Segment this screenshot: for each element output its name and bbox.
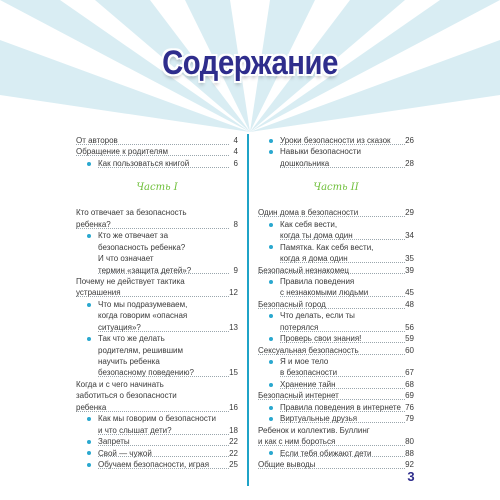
toc-entry-page: 76 (405, 402, 414, 412)
toc-entry[interactable] (76, 230, 238, 241)
toc-entry[interactable] (258, 310, 414, 321)
toc-entry-title: Памятка. Как себя вести, (280, 242, 374, 252)
toc-entry[interactable] (76, 459, 238, 470)
toc-entry-page: 69 (405, 391, 414, 401)
toc-entry[interactable] (76, 425, 238, 436)
toc-entry-page: 79 (405, 414, 414, 424)
toc-entry-title: заботиться о безопасности (76, 391, 177, 401)
toc-entry[interactable] (76, 219, 238, 230)
toc-entry[interactable] (76, 276, 238, 287)
toc-entry-title: Свой — чужой (98, 448, 152, 458)
toc-entry[interactable] (76, 310, 238, 321)
toc-entry-title: ребенка? (76, 219, 111, 229)
toc-entry-title: Сексуальная безопасность (258, 345, 359, 355)
bullet-icon (269, 383, 273, 387)
toc-entry-title: с незнакомыми людьми (280, 288, 369, 298)
toc-entry-page: 4 (233, 136, 238, 145)
toc-entry-title: термин «защита детей»? (98, 265, 192, 275)
toc-entry-page: 92 (405, 459, 414, 469)
bullet-icon (269, 406, 273, 410)
toc-entry-page: 13 (229, 322, 238, 332)
toc-entry-title: Общие выводы (258, 459, 316, 469)
toc-entry[interactable] (76, 146, 238, 157)
toc-entry-title: научить ребенка (98, 357, 160, 366)
toc-entry[interactable] (76, 135, 238, 146)
toc-entry-page: 60 (405, 345, 414, 355)
toc-entry-title: ребенка (76, 402, 107, 412)
bullet-icon (269, 360, 273, 364)
toc-entry-title: От авторов (76, 136, 118, 145)
toc-entry-title: Что мы подразумеваем, (98, 299, 188, 309)
toc-entry[interactable] (76, 158, 238, 169)
toc-entry-title: Один дома в безопасности (258, 208, 359, 218)
toc-entry[interactable] (258, 459, 414, 470)
toc-entry-title: Что делать, если ты (280, 311, 355, 321)
toc-entry-page: 59 (405, 334, 414, 344)
toc-entry-page: 88 (405, 448, 414, 458)
toc-entry-title: Безопасный интернет (258, 391, 339, 401)
toc-entry[interactable] (76, 356, 238, 367)
toc-entry-page: 34 (405, 231, 414, 241)
toc-entry-page: 18 (229, 425, 238, 435)
toc-entry-page: 39 (405, 265, 414, 275)
toc-entry-page: 9 (233, 265, 238, 275)
toc-entry-title: безопасность ребенка? (98, 242, 186, 252)
page-number: 3 (407, 469, 415, 484)
toc-entry-title: Навыки безопасности (280, 147, 361, 157)
toc-entry-title: ситуация»? (98, 322, 141, 332)
toc-entry[interactable] (76, 413, 238, 424)
toc-entry[interactable] (258, 242, 414, 253)
toc-entry-title: когда ты дома один (280, 231, 353, 241)
toc-entry-title: Правила поведения в интернете (280, 402, 401, 412)
bullet-icon (87, 463, 91, 467)
toc-entry-page: 4 (233, 147, 238, 157)
toc-entry[interactable] (76, 379, 238, 390)
toc-entry-page: 29 (405, 208, 414, 218)
toc-entry-title: Ребенок и коллектив. Буллинг (258, 425, 370, 435)
bullet-icon (269, 314, 273, 318)
toc-entry-title: в безопасности (280, 368, 338, 378)
toc-entry-title: Как пользоваться книгой (98, 158, 190, 168)
toc-entry-title: Как себя вести, (280, 219, 338, 229)
bullet-icon (269, 337, 273, 341)
toc-entry-title: дошкольника (280, 158, 330, 168)
toc-entry-page: 56 (405, 322, 414, 332)
toc-entry[interactable] (258, 402, 414, 413)
toc-entry[interactable] (76, 242, 238, 253)
toc-entry[interactable] (258, 135, 414, 146)
toc-entry[interactable] (76, 207, 238, 218)
toc-entry[interactable] (258, 425, 414, 436)
toc-entry-page: 12 (229, 288, 238, 298)
toc-entry-title: Хранение тайн (280, 379, 336, 389)
bullet-icon (269, 223, 273, 227)
toc-entry-title: Безопасный незнакомец (258, 265, 349, 275)
toc-entry[interactable] (258, 345, 414, 356)
toc-entry[interactable] (76, 390, 238, 401)
bullet-icon (87, 451, 91, 455)
toc-entry-title: Почему не действует тактика (76, 276, 185, 286)
toc-entry[interactable] (76, 333, 238, 344)
toc-entry[interactable] (76, 322, 238, 333)
part-heading: Часть II (313, 182, 359, 194)
toc-entry-title: Как мы говорим о безопасности (98, 414, 216, 424)
toc-entry-title: Когда и с чего начинать (76, 379, 164, 389)
toc-entry-page: 15 (229, 368, 238, 378)
toc-entry[interactable] (258, 436, 414, 447)
toc-entry-title: устрашения (76, 288, 121, 298)
toc-entry-page: 16 (229, 402, 238, 412)
toc-entry-title: когда говорим «опасная (98, 311, 188, 321)
bullet-icon (87, 303, 91, 307)
toc-entry-title: Уроки безопасности из сказок (280, 136, 391, 145)
toc-entry[interactable] (258, 287, 414, 298)
toc-entry[interactable] (258, 333, 414, 344)
bullet-icon (87, 162, 91, 166)
bullet-icon (87, 234, 91, 238)
toc-entry[interactable] (258, 230, 414, 241)
toc-entry-title: Безопасный город (258, 299, 326, 309)
toc-entry-title: И что означает (98, 254, 154, 264)
toc-entry[interactable] (258, 265, 414, 276)
toc-entry-title: Я и мое тело (280, 357, 329, 366)
toc-entry-title: Так что же делать (98, 334, 165, 344)
toc-entry-page: 8 (233, 219, 238, 229)
toc-entry-title: и как с ним бороться (258, 437, 336, 447)
toc-entry-page: 25 (229, 459, 238, 469)
part-heading: Часть I (136, 182, 178, 194)
toc-entry[interactable] (258, 379, 414, 390)
column-divider (247, 134, 249, 486)
toc-entry[interactable] (76, 367, 238, 378)
toc-entry-title: Если тебя обижают дети (280, 448, 372, 458)
bullet-icon (87, 440, 91, 444)
toc-entry[interactable] (258, 413, 414, 424)
bullet-icon (87, 417, 91, 421)
toc-entry[interactable] (258, 276, 414, 287)
toc-entry-page: 22 (229, 448, 238, 458)
toc-entry[interactable] (258, 448, 414, 459)
bullet-icon (269, 417, 273, 421)
toc-entry-title: потерялся (280, 322, 319, 332)
toc-entry[interactable] (258, 299, 414, 310)
toc-entry[interactable] (76, 448, 238, 459)
toc-entry[interactable] (76, 299, 238, 310)
toc-entry-title: Виртуальные друзья (280, 414, 358, 424)
toc-entry-title: Проверь свои знания! (280, 334, 362, 344)
toc-entry-page: 45 (405, 288, 414, 298)
bullet-icon (269, 245, 273, 249)
toc-entry-title: родителям, решившим (98, 345, 183, 355)
toc-left-column (76, 135, 238, 470)
toc-entry[interactable] (258, 146, 414, 157)
toc-entry-title: Правила поведения (280, 276, 355, 286)
toc-entry-page: 26 (405, 136, 414, 145)
toc-entry-page: 35 (405, 254, 414, 264)
toc-entry-page: 6 (233, 158, 238, 168)
toc-entry[interactable] (258, 356, 414, 367)
toc-entry-title: безопасному поведению? (98, 368, 194, 378)
toc-entry-title: Кто же отвечает за (98, 231, 169, 241)
bullet-icon (269, 150, 273, 154)
page-title: Содержание (162, 44, 338, 82)
toc-entry[interactable] (258, 158, 414, 169)
toc-entry-title: Обучаем безопасности, играя (98, 459, 210, 469)
toc-entry[interactable] (76, 287, 238, 298)
bullet-icon (269, 280, 273, 284)
toc-entry-title: Обращение к родителям (76, 147, 169, 157)
toc-entry-page: 22 (229, 437, 238, 447)
toc-entry[interactable] (76, 402, 238, 413)
toc-right-column (258, 135, 414, 470)
toc-entry-page: 48 (405, 299, 414, 309)
toc-entry-title: Запреты (98, 437, 130, 447)
toc-entry[interactable] (258, 253, 414, 264)
toc-entry[interactable] (258, 219, 414, 230)
toc-entry[interactable] (76, 265, 238, 276)
toc-entry-page: 28 (405, 158, 414, 168)
bullet-icon (87, 337, 91, 341)
toc-entry[interactable] (76, 436, 238, 447)
toc-entry[interactable] (258, 207, 414, 218)
toc-entry-page: 67 (405, 368, 414, 378)
toc-entry-page: 68 (405, 379, 414, 389)
bullet-icon (269, 139, 273, 143)
toc-entry[interactable] (258, 367, 414, 378)
toc-entry[interactable] (258, 390, 414, 401)
toc-entry-title: и что слышат дети? (98, 425, 172, 435)
toc-entry[interactable] (76, 345, 238, 356)
toc-entry-title: Кто отвечает за безопасность (76, 208, 187, 218)
toc-entry[interactable] (258, 322, 414, 333)
bullet-icon (269, 451, 273, 455)
toc-entry-page: 80 (405, 437, 414, 447)
toc-entry-title: когда я дома один (280, 254, 348, 264)
toc-entry[interactable] (76, 253, 238, 264)
